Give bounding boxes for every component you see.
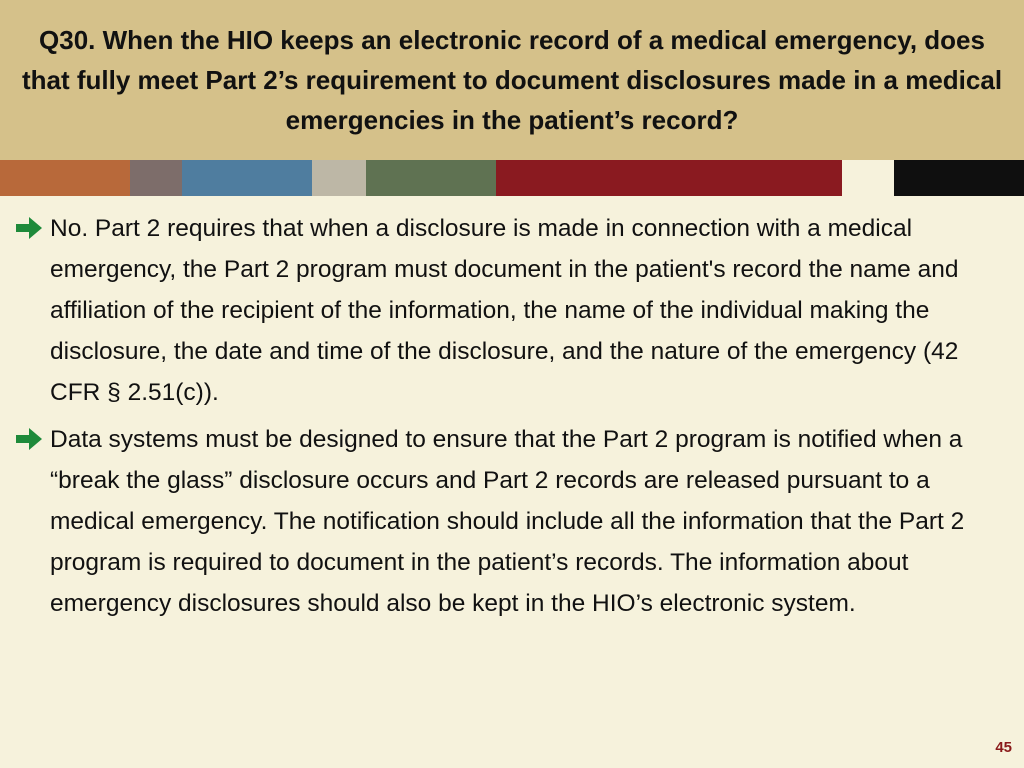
bullet-text: No. Part 2 requires that when a disclosure is made in connection with a medical emergency, the Part 2 program must document in the patient's record the name and affiliation of the recipient of the information, the name of the individual making the disclosure, the date and time of the disclosure, and the nature of the emergency (42 CFR § 2.51(c)).: [50, 215, 959, 406]
title-band: [0, 0, 1024, 160]
stripe-segment-red: [496, 160, 842, 196]
stripe-segment-mauve: [130, 160, 182, 196]
arrow-right-icon: [14, 215, 44, 241]
bullet-item: [12, 419, 1012, 624]
bullet-text: Data systems must be designed to ensure that the Part 2 program is notified when a “break the glass” disclosure occurs and Part 2 records are released pursuant to a medical emergency. The notification should include all the information that the Part 2 program is required to document in the patient’s records. The information about emergency disclosures should also be kept in the HIO’s electronic system.: [50, 426, 965, 617]
page-number: 45: [995, 739, 1012, 756]
slide-body: [12, 208, 1012, 630]
stripe-segment-blue: [182, 160, 312, 196]
color-stripe: [0, 160, 1024, 196]
bullet-item: [12, 208, 1012, 413]
stripe-segment-beige: [312, 160, 366, 196]
arrow-right-icon: [14, 426, 44, 452]
stripe-segment-orange: [0, 160, 130, 196]
stripe-segment-green: [366, 160, 496, 196]
stripe-segment-black: [894, 160, 1024, 196]
slide-title: Q30. When the HIO keeps an electronic record of a medical emergency, does that fully meet Part 2’s requirement to document disclosures made in a medical emergencies in the patient’s record?: [21, 25, 1003, 135]
